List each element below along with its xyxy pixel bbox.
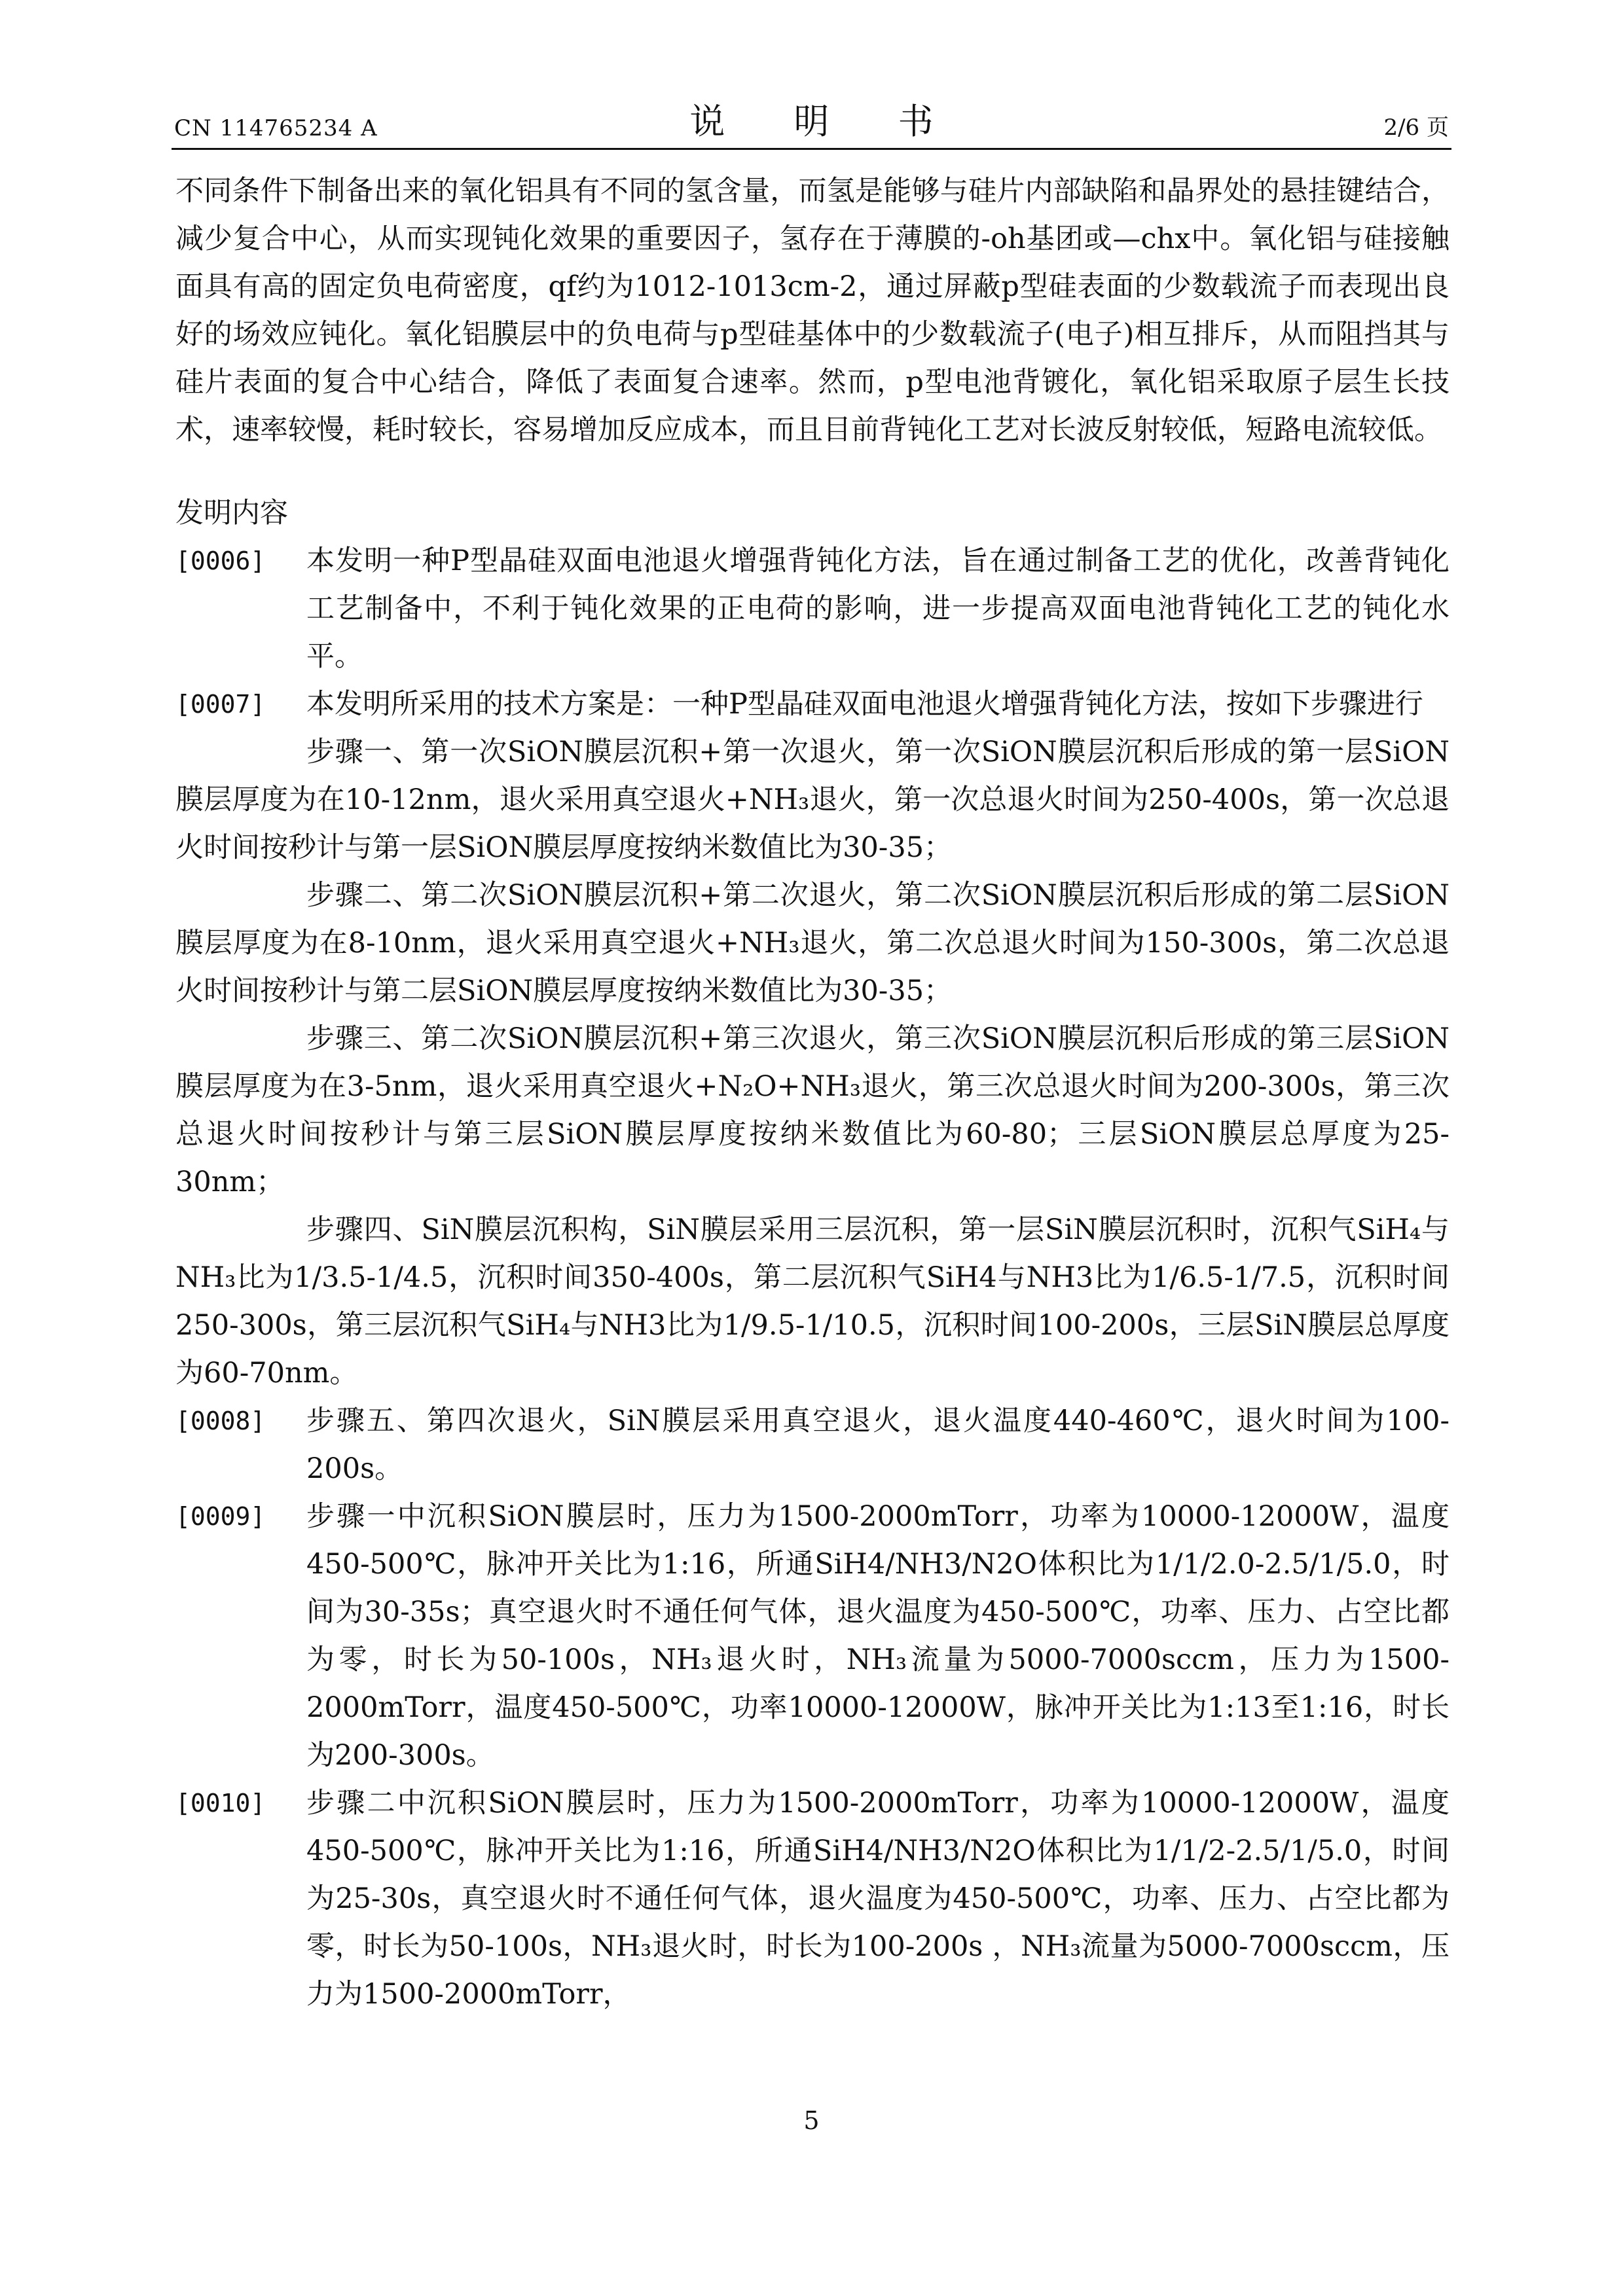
paragraph-text: 本发明所采用的技术方案是：一种P型晶硅双面电池退火增强背钝化方法，按如下步骤进行 <box>306 688 1423 721</box>
page-number: 5 <box>803 2106 820 2135</box>
page-footer <box>0 2106 1623 2135</box>
document-body <box>175 168 1450 2018</box>
paragraph-0010 <box>175 1780 1450 2018</box>
paragraph-text: 步骤一中沉积SiON膜层时，压力为1500-2000mTorr，功率为10000-12000W，温度450-500℃，脉冲开关比为1:16，所通SiH4/NH3/N2O体积比为1/1/2.0-2.5/1/5.0，时间为30-35s；真空退火时不通任何气体，退火温度为450-500℃，功率、压力、占空比都为零，时长为50-100s，NH₃退火时，NH₃流量为5000-7000sccm，压力为1500-2000mTorr，温度450-500℃，功率10000-12000W，脉冲开关比为1:13至1:16，时长为200-300s。 <box>306 1500 1450 1772</box>
paragraph-number: [0008] <box>175 1407 266 1435</box>
step-two: 步骤二、第二次SiON膜层沉积+第二次退火，第二次SiON膜层沉积后形成的第二层SiON膜层厚度为在8-10nm，退火采用真空退火+NH₃退火，第二次总退火时间为150-300s，第二次总退火时间按秒计与第二层SiON膜层厚度按纳米数值比为30-35； <box>175 879 1450 1007</box>
paragraph-text: 步骤二中沉积SiON膜层时，压力为1500-2000mTorr，功率为10000-12000W，温度450-500℃，脉冲开关比为1:16，所通SiH4/NH3/N2O体积比为1/1/2-2.5/1/5.0，时间为25-30s，真空退火时不通任何气体，退火温度为450-500℃，功率、压力、占空比都为零，时长为50-100s，NH₃退火时，时长为100-200s ，NH₃流量为5000-7000sccm，压力为1500-2000mTorr， <box>306 1787 1450 2011</box>
page-header <box>172 98 1451 145</box>
section-gap <box>175 454 1450 490</box>
document-number: CN 114765234 A <box>174 115 378 141</box>
paragraph-text: 本发明一种P型晶硅双面电池退火增强背钝化方法，旨在通过制备工艺的优化，改善背钝化工艺制备中，不利于钝化效果的正电荷的影响，进一步提高双面电池背钝化工艺的钝化水平。 <box>306 545 1450 673</box>
document-title: 说 明 书 <box>689 101 962 142</box>
paragraph-number: [0010] <box>175 1789 266 1818</box>
paragraph-text: 步骤五、第四次退火，SiN膜层采用真空退火，退火温度440-460℃，退火时间为100-200s。 <box>306 1405 1450 1485</box>
paragraph-0006 <box>175 537 1450 681</box>
paragraph-0009 <box>175 1493 1450 1780</box>
paragraph-number: [0006] <box>175 547 266 575</box>
paragraph-0008 <box>175 1397 1450 1493</box>
section-title: 发明内容 <box>175 497 288 529</box>
paragraph-number: [0007] <box>175 690 266 719</box>
step-one: 步骤一、第一次SiON膜层沉积+第一次退火，第一次SiON膜层沉积后形成的第一层SiON膜层厚度为在10-12nm，退火采用真空退火+NH₃退火，第一次总退火时间为250-400s，第一次总退火时间按秒计与第一层SiON膜层厚度按纳米数值比为30-35； <box>175 736 1450 864</box>
step-four: 步骤四、SiN膜层沉积构，SiN膜层采用三层沉积，第一层SiN膜层沉积时，沉积气SiH₄与NH₃比为1/3.5-1/4.5，沉积时间350-400s，第二层沉积气SiH4与NH3比为1/6.5-1/7.5，沉积时间250-300s，第三层沉积气SiH₄与NH3比为1/9.5-1/10.5，沉积时间100-200s，三层SiN膜层总厚度为60-70nm。 <box>175 1213 1450 1390</box>
intro-paragraph: 不同条件下制备出来的氧化铝具有不同的氢含量，而氢是能够与硅片内部缺陷和晶界处的悬挂键结合，减少复合中心，从而实现钝化效果的重要因子，氢存在于薄膜的-oh基团或—chx中。氧化铝与硅接触面具有高的固定负电荷密度，qf约为1012-1013cm-2，通过屏蔽p型硅表面的少数载流子而表现出良好的场效应钝化。氧化铝膜层中的负电荷与p型硅基体中的少数载流子(电子)相互排斥，从而阻挡其与硅片表面的复合中心结合，降低了表面复合速率。然而，p型电池背镀化，氧化铝采取原子层生长技术，速率较慢，耗时较长，容易增加反应成本，而且目前背钝化工艺对长波反射较低，短路电流较低。 <box>175 175 1450 446</box>
header-rule <box>172 148 1451 150</box>
step-three: 步骤三、第二次SiON膜层沉积+第三次退火，第三次SiON膜层沉积后形成的第三层SiON膜层厚度为在3-5nm，退火采用真空退火+N₂O+NH₃退火，第三次总退火时间为200-300s，第三次总退火时间按秒计与第三层SiON膜层厚度按纳米数值比为60-80；三层SiON膜层总厚度为25-30nm； <box>175 1022 1450 1198</box>
paragraph-0007 <box>175 681 1450 728</box>
page-indicator: 2/6 页 <box>1383 115 1449 141</box>
paragraph-number: [0009] <box>175 1502 266 1531</box>
